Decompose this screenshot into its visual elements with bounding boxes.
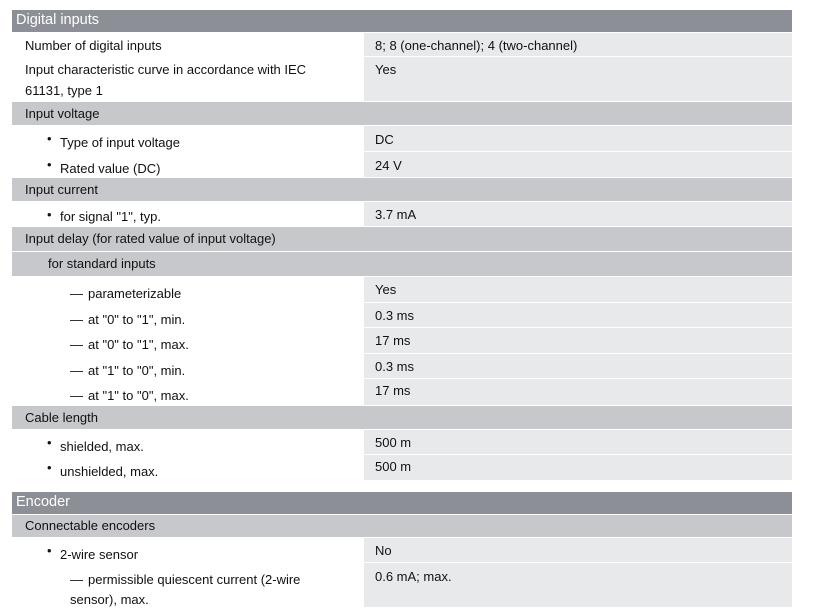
- subhead-input-delay: [12, 226, 792, 251]
- subhead-title: Input current: [25, 182, 98, 197]
- row-value: 3.7 mA: [375, 207, 417, 222]
- section-digital-inputs: [12, 9, 792, 32]
- row-label: at "1" to "0", min.: [88, 363, 186, 378]
- subhead-title: for standard inputs: [48, 256, 156, 271]
- row-value: 17 ms: [375, 383, 411, 398]
- dash-icon: —: [70, 572, 83, 587]
- subhead-title: Connectable encoders: [25, 518, 156, 533]
- row-parameterizable: [12, 276, 792, 302]
- row-value: 24 V: [375, 158, 402, 173]
- bullet-icon: •: [47, 460, 52, 475]
- subhead-title: Input delay (for rated value of input voltage): [25, 231, 276, 246]
- row-value: Yes: [375, 62, 397, 77]
- spec-table: [12, 9, 792, 607]
- row-delay-1-0-max: [12, 378, 792, 405]
- row-label: at "0" to "1", max.: [88, 337, 189, 352]
- dash-icon: —: [70, 388, 83, 403]
- row-label: Number of digital inputs: [25, 38, 162, 53]
- bullet-icon: •: [47, 435, 52, 450]
- row-value: 17 ms: [375, 333, 411, 348]
- row-value: 0.3 ms: [375, 308, 415, 323]
- row-label: parameterizable: [88, 286, 182, 301]
- row-value: 0.3 ms: [375, 359, 415, 374]
- row-value: 500 m: [375, 435, 412, 450]
- row-value: No: [375, 543, 392, 558]
- row-label: Rated value (DC): [60, 161, 161, 176]
- dash-icon: —: [70, 312, 83, 327]
- bullet-icon: •: [47, 157, 52, 172]
- row-number-of-inputs: [12, 32, 792, 56]
- subhead-title: Input voltage: [25, 106, 100, 121]
- section-title: Digital inputs: [16, 12, 100, 28]
- row-label: shielded, max.: [60, 439, 144, 454]
- bullet-icon: •: [47, 131, 52, 146]
- row-2-wire-sensor: [12, 537, 792, 562]
- subhead-input-current: [12, 177, 792, 201]
- row-type-of-voltage: [12, 125, 792, 151]
- row-delay-0-1-max: [12, 327, 792, 353]
- row-value: 500 m: [375, 459, 412, 474]
- row-label: Type of input voltage: [60, 135, 180, 150]
- row-label: permissible quiescent current (2-wire: [88, 572, 301, 587]
- row-signal-1: [12, 201, 792, 226]
- row-characteristic-curve: [12, 56, 792, 101]
- row-quiescent-current: [12, 562, 792, 607]
- row-value: DC: [375, 132, 394, 147]
- bullet-icon: •: [47, 207, 52, 222]
- row-label-cont: sensor), max.: [70, 592, 149, 607]
- row-label: 2-wire sensor: [60, 547, 139, 562]
- row-label: Input characteristic curve in accordance with IEC: [25, 62, 307, 77]
- row-label-cont: 61131, type 1: [25, 83, 103, 98]
- row-value: Yes: [375, 282, 397, 297]
- subhead-input-voltage: [12, 101, 792, 125]
- subhead-title: Cable length: [25, 410, 98, 425]
- subhead-cable-length: [12, 405, 792, 429]
- dash-icon: —: [70, 286, 83, 301]
- row-rated-value: [12, 151, 792, 177]
- section-title: Encoder: [16, 494, 71, 510]
- row-delay-1-0-min: [12, 353, 792, 378]
- row-shielded: [12, 429, 792, 454]
- bullet-icon: •: [47, 543, 52, 558]
- section-encoder: [12, 491, 792, 514]
- row-label: at "0" to "1", min.: [88, 312, 186, 327]
- row-label: for signal "1", typ.: [60, 209, 161, 224]
- row-value: 0.6 mA; max.: [375, 569, 452, 584]
- subhead-standard-inputs: [12, 251, 792, 276]
- row-unshielded: [12, 454, 792, 480]
- dash-icon: —: [70, 363, 83, 378]
- subhead-connectable-encoders: [12, 514, 792, 537]
- row-value: 8; 8 (one-channel); 4 (two-channel): [375, 38, 578, 53]
- row-label: unshielded, max.: [60, 464, 159, 479]
- dash-icon: —: [70, 337, 83, 352]
- row-delay-0-1-min: [12, 302, 792, 327]
- row-label: at "1" to "0", max.: [88, 388, 189, 403]
